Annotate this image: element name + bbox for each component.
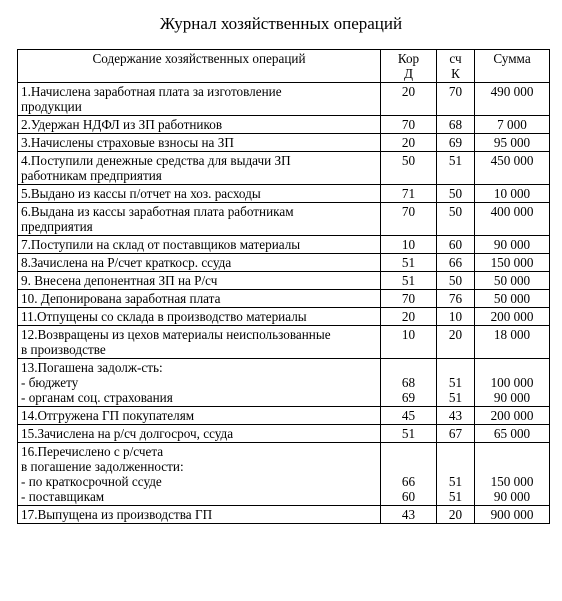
amount-value: 200 000 — [475, 308, 550, 326]
table-row — [18, 254, 550, 272]
table-row — [18, 359, 550, 407]
credit-account: 50 — [437, 272, 475, 290]
amount-value: 200 000 — [475, 407, 550, 425]
operation-description: 17.Выпущена из производства ГП — [18, 506, 381, 524]
table-row — [18, 83, 550, 116]
journal-table — [17, 49, 550, 524]
credit-account: 50 — [437, 185, 475, 203]
debit-account: 68 69 — [381, 359, 437, 407]
credit-account: 60 — [437, 236, 475, 254]
table-row — [18, 152, 550, 185]
amount-value: 150 000 — [475, 254, 550, 272]
debit-account: 51 — [381, 272, 437, 290]
debit-account: 71 — [381, 185, 437, 203]
header-description: Содержание хозяйственных операций — [18, 50, 381, 83]
table-row — [18, 425, 550, 443]
operation-description: 11.Отпущены со склада в производство материалы — [18, 308, 381, 326]
credit-account: 51 51 — [437, 443, 475, 506]
amount-value: 100 000 90 000 — [475, 359, 550, 407]
credit-account: 69 — [437, 134, 475, 152]
operation-description: 7.Поступили на склад от поставщиков материалы — [18, 236, 381, 254]
credit-account: 51 — [437, 152, 475, 185]
operation-description: 10. Депонирована заработная плата — [18, 290, 381, 308]
credit-account: 43 — [437, 407, 475, 425]
table-row — [18, 407, 550, 425]
amount-value: 150 000 90 000 — [475, 443, 550, 506]
operation-description: 8.Зачислена на Р/счет краткоср. ссуда — [18, 254, 381, 272]
table-row — [18, 272, 550, 290]
table-row — [18, 326, 550, 359]
operation-description: 6.Выдана из кассы заработная плата работникам предприятия — [18, 203, 381, 236]
operation-description: 13.Погашена задолж-сть: - бюджету - органам соц. страхования — [18, 359, 381, 407]
table-row — [18, 506, 550, 524]
debit-account: 50 — [381, 152, 437, 185]
amount-value: 900 000 — [475, 506, 550, 524]
amount-value: 10 000 — [475, 185, 550, 203]
table-row — [18, 443, 550, 506]
amount-value: 50 000 — [475, 272, 550, 290]
amount-value: 400 000 — [475, 203, 550, 236]
header-amount: Сумма — [475, 50, 550, 83]
table-row — [18, 203, 550, 236]
operation-description: 14.Отгружена ГП покупателям — [18, 407, 381, 425]
debit-account: 70 — [381, 116, 437, 134]
credit-account: 70 — [437, 83, 475, 116]
debit-account: 20 — [381, 134, 437, 152]
debit-account: 70 — [381, 203, 437, 236]
credit-account: 76 — [437, 290, 475, 308]
operation-description: 2.Удержан НДФЛ из ЗП работников — [18, 116, 381, 134]
debit-account: 66 60 — [381, 443, 437, 506]
operation-description: 16.Перечислено с р/счета в погашение задолженности: - по краткосрочной ссуде - поставщикам — [18, 443, 381, 506]
debit-account: 43 — [381, 506, 437, 524]
journal-title: Журнал хозяйственных операций — [159, 14, 403, 33]
amount-value: 18 000 — [475, 326, 550, 359]
credit-account: 51 51 — [437, 359, 475, 407]
amount-value: 450 000 — [475, 152, 550, 185]
amount-value: 95 000 — [475, 134, 550, 152]
credit-account: 66 — [437, 254, 475, 272]
header-row — [18, 50, 550, 83]
amount-value: 90 000 — [475, 236, 550, 254]
debit-account: 45 — [381, 407, 437, 425]
debit-account: 51 — [381, 254, 437, 272]
operation-description: 12.Возвращены из цехов материалы неиспользованные в производстве — [18, 326, 381, 359]
credit-account: 20 — [437, 506, 475, 524]
amount-value: 65 000 — [475, 425, 550, 443]
debit-account: 20 — [381, 308, 437, 326]
operation-description: 1.Начислена заработная плата за изготовление продукции — [18, 83, 381, 116]
table-row — [18, 290, 550, 308]
amount-value: 50 000 — [475, 290, 550, 308]
operation-description: 3.Начислены страховые взносы на ЗП — [18, 134, 381, 152]
debit-account: 10 — [381, 236, 437, 254]
header-debit: Кор Д — [381, 50, 437, 83]
header-credit: сч К — [437, 50, 475, 83]
debit-account: 70 — [381, 290, 437, 308]
credit-account: 68 — [437, 116, 475, 134]
operation-description: 9. Внесена депонентная ЗП на Р/сч — [18, 272, 381, 290]
credit-account: 67 — [437, 425, 475, 443]
table-row — [18, 185, 550, 203]
operation-description: 4.Поступили денежные средства для выдачи ЗП работникам предприятия — [18, 152, 381, 185]
credit-account: 20 — [437, 326, 475, 359]
debit-account: 10 — [381, 326, 437, 359]
debit-account: 51 — [381, 425, 437, 443]
amount-value: 7 000 — [475, 116, 550, 134]
debit-account: 20 — [381, 83, 437, 116]
table-row — [18, 116, 550, 134]
credit-account: 10 — [437, 308, 475, 326]
table-row — [18, 308, 550, 326]
operation-description: 15.Зачислена на р/сч долгосроч, ссуда — [18, 425, 381, 443]
table-row — [18, 236, 550, 254]
operation-description: 5.Выдано из кассы п/отчет на хоз. расходы — [18, 185, 381, 203]
credit-account: 50 — [437, 203, 475, 236]
table-row — [18, 134, 550, 152]
amount-value: 490 000 — [475, 83, 550, 116]
